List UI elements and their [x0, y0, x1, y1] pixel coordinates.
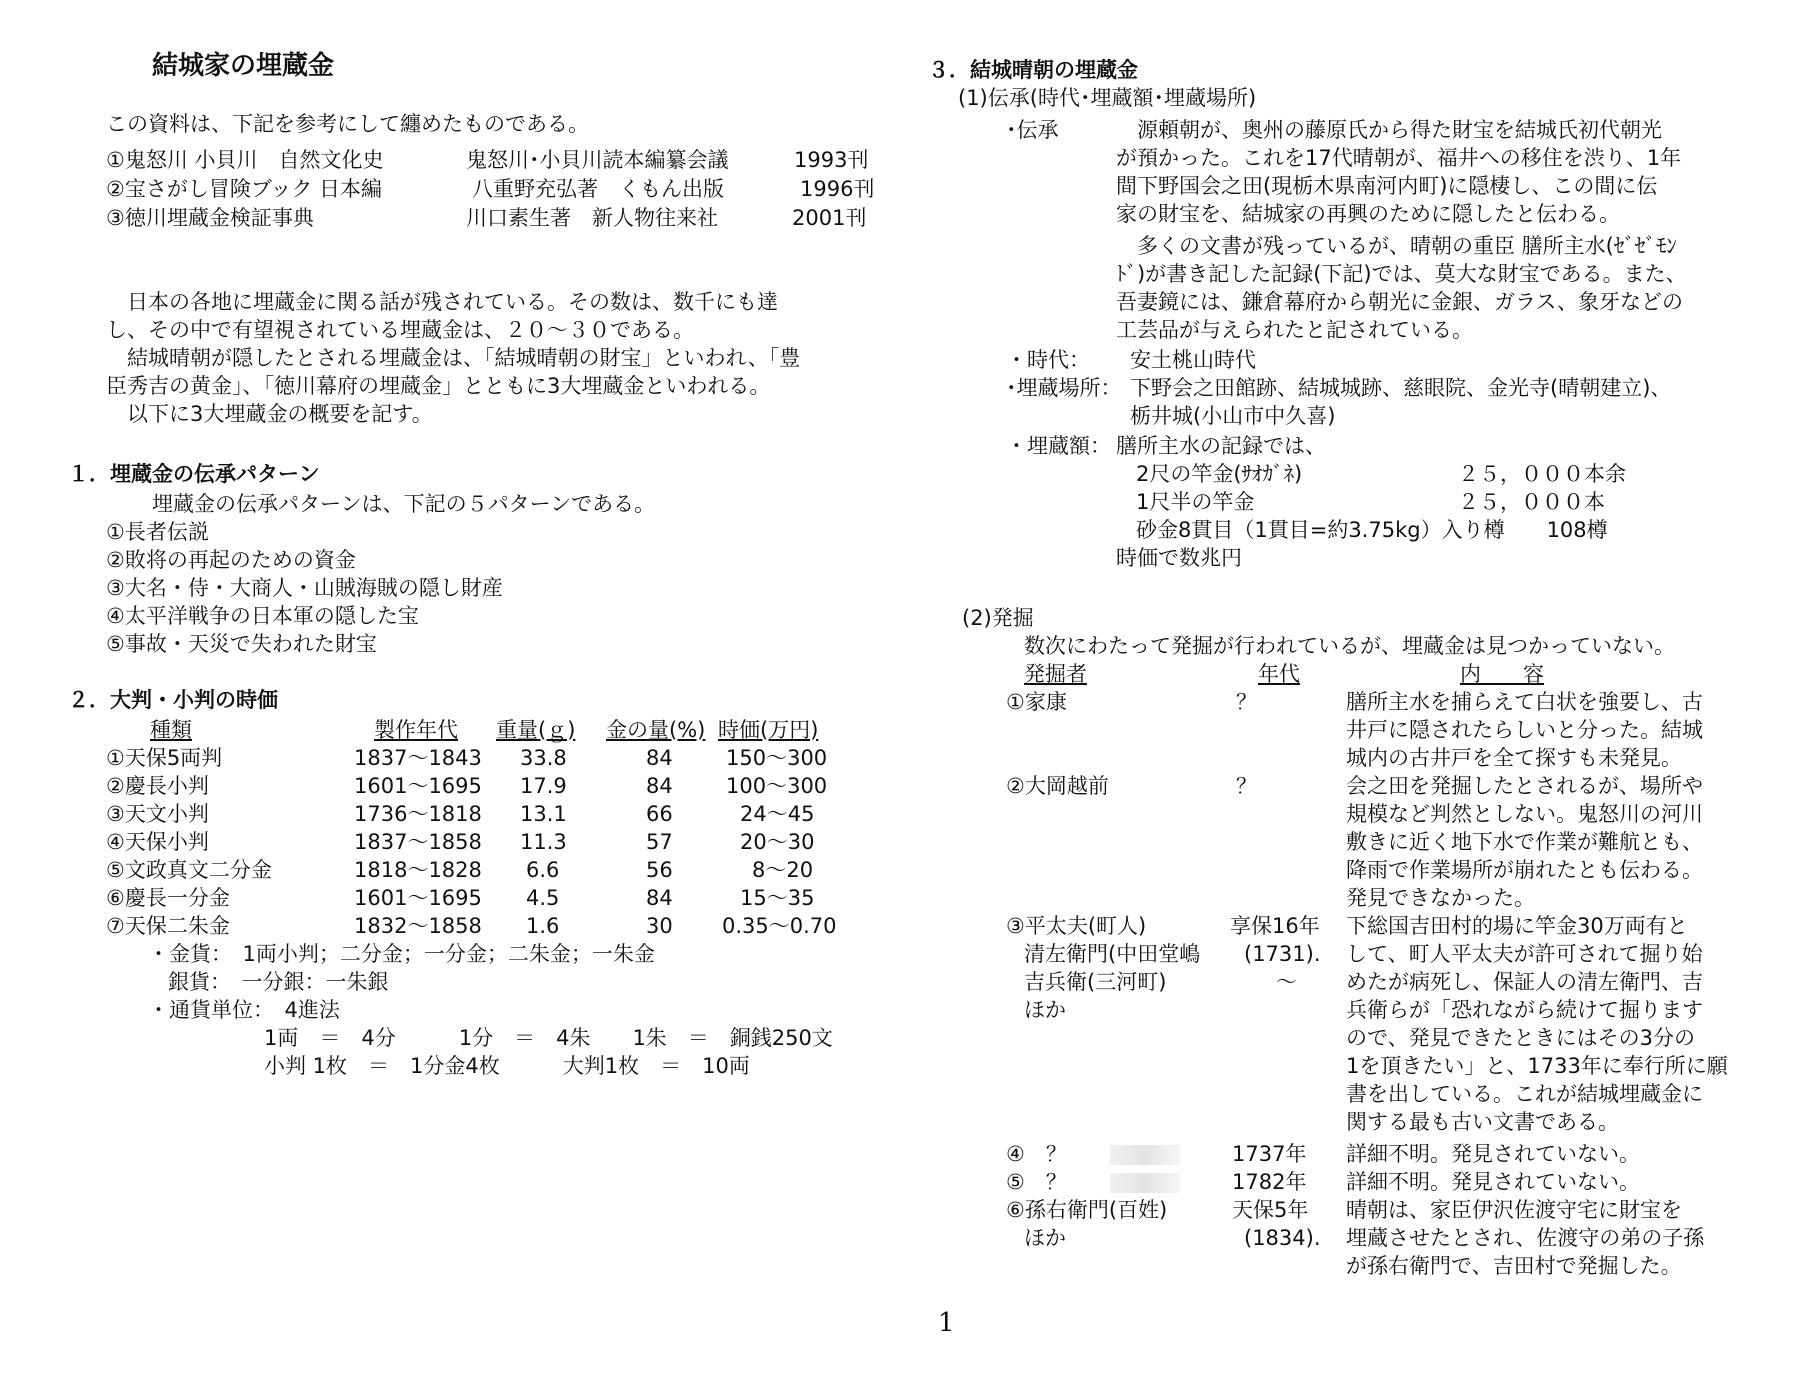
coin-value: 0.35～0.70 — [722, 914, 837, 938]
dig-header: 年代 — [1258, 662, 1300, 686]
coin-gold: 84 — [646, 886, 673, 910]
coin-weight: 11.3 — [520, 830, 567, 854]
dig-what: ので、発見できたときにはその3分の — [1346, 1026, 1695, 1050]
amount-item: 1尺半の竿金 — [1136, 490, 1255, 514]
pattern-item: ④太平洋戦争の日本軍の隠した宝 — [106, 604, 419, 628]
intro-line: 日本の各地に埋蔵金に関る話が残されている。その数は、数千にも達 — [106, 290, 778, 314]
dig-who: ほか — [1024, 998, 1066, 1022]
coin-gold: 84 — [646, 774, 673, 798]
era-label: ・時代： — [1006, 348, 1090, 372]
legend-line: 吾妻鏡には、鎌倉幕府から朝光に金銀、ガラス、象牙などの — [1116, 290, 1683, 314]
coin-value: 15～35 — [740, 886, 815, 910]
coin-name: ④天保小判 — [106, 830, 209, 854]
dig-header: 発掘者 — [1024, 662, 1087, 686]
dig-who: ⑥孫右衛門(百姓) — [1006, 1198, 1168, 1222]
coin-weight: 17.9 — [520, 774, 567, 798]
dig-what: 詳細不明。発見されていない。 — [1346, 1170, 1640, 1194]
dig-header: 内 容 — [1460, 662, 1544, 686]
coin-weight: 4.5 — [526, 886, 560, 910]
amount-intro: 膳所主水の記録では、 — [1116, 434, 1326, 458]
dig-when: 享保16年 — [1230, 914, 1320, 938]
table-header: 時価(万円) — [718, 718, 819, 742]
dig-what: 膳所主水を捕らえて白状を強要し、古 — [1346, 690, 1703, 714]
legend-label: ･伝承 — [1006, 118, 1059, 142]
dig-what: 詳細不明。発見されていない。 — [1346, 1142, 1640, 1166]
dig-what: めたが病死し、保証人の清左衛門、吉 — [1346, 970, 1703, 994]
gold-dust-line: 砂金8貫目（1貫目=約3.75kg）入り樽 108樽 — [1136, 518, 1608, 542]
legend-line: 間下野国会之田(現栃木県南河内町)に隠棲し、この間に伝 — [1116, 174, 1658, 198]
unit-line: 小判 1枚 ＝ 1分金4枚 大判1枚 ＝ 10両 — [264, 1054, 750, 1078]
coin-value: 8～20 — [752, 858, 814, 882]
dig-what: して、町人平太夫が許可されて掘り始 — [1346, 942, 1703, 966]
amount-label: ・埋蔵額： — [1006, 434, 1111, 458]
dig-what: が孫右衛門で、吉田村で発掘した。 — [1346, 1254, 1682, 1278]
amount-item: 2尺の竿金(ｻｵｶﾞﾈ) — [1136, 462, 1303, 486]
table-header: 金の量(%) — [606, 718, 706, 742]
legend-line: 工芸品が与えられたと記されている。 — [1116, 318, 1473, 342]
location-line: 栃井城(小山市中久喜) — [1130, 404, 1336, 428]
references-intro: この資料は、下記を参考にして纏めたものである。 — [106, 112, 589, 136]
reference-name: ③徳川埋蔵金検証事典 — [106, 206, 314, 230]
intro-line: し、その中で有望視されている埋蔵金は、２０～３０である。 — [106, 318, 694, 342]
dig-what: 兵衛らが「恐れながら続けて掘ります — [1346, 998, 1703, 1022]
dig-when: ？ — [1236, 690, 1257, 714]
note-line: ・通貨単位： 4進法 — [148, 998, 340, 1022]
reference-author: 八重野充弘著 くもん出版 — [472, 177, 724, 201]
dig-what: 発見できなかった。 — [1346, 886, 1535, 910]
dig-when: ？ — [1236, 774, 1257, 798]
note-line: 銀貨： 一分銀：一朱銀 — [168, 970, 389, 994]
pattern-item: ③大名・侍・大商人・山賊海賊の隠し財産 — [106, 576, 503, 600]
location-label: ･埋蔵場所： — [1006, 376, 1122, 400]
coin-weight: 1.6 — [526, 914, 560, 938]
dig-what: 降雨で作業場所が崩れたとも伝わる。 — [1346, 858, 1703, 882]
excavation-intro: 数次にわたって発掘が行われているが、埋蔵金は見つかっていない。 — [1024, 634, 1675, 658]
legend-line: 家の財宝を、結城家の再興のために隠したと伝わる。 — [1116, 202, 1620, 226]
current-value-line: 時価で数兆円 — [1116, 546, 1242, 570]
section-2-heading: ２．大判・小判の時価 — [68, 688, 278, 712]
amount-count: ２５，０００本余 — [1458, 462, 1626, 486]
pattern-item: ②敗将の再起のための資金 — [106, 548, 356, 572]
dig-when: ～ — [1276, 970, 1297, 994]
coin-period: 1601～1695 — [354, 774, 482, 798]
coin-period: 1832～1858 — [354, 914, 482, 938]
intro-line: 以下に3大埋蔵金の概要を記す。 — [106, 402, 433, 426]
coin-value: 150～300 — [726, 746, 828, 770]
coin-value: 24～45 — [740, 802, 815, 826]
table-header: 重量(ｇ) — [496, 718, 576, 742]
era-value: 安土桃山時代 — [1130, 348, 1256, 372]
dig-who: ほか — [1024, 1226, 1066, 1250]
dig-who: ②大岡越前 — [1006, 774, 1109, 798]
coin-name: ②慶長小判 — [106, 774, 209, 798]
coin-weight: 13.1 — [520, 802, 567, 826]
dig-who: ④ ？ — [1006, 1142, 1067, 1166]
dig-what: 敷きに近く地下水で作業が難航とも、 — [1346, 830, 1703, 854]
coin-period: 1837～1843 — [354, 746, 482, 770]
dig-who: 吉兵衛(三河町) — [1024, 970, 1167, 994]
coin-value: 20～30 — [740, 830, 815, 854]
dig-when: 1782年 — [1232, 1170, 1307, 1194]
legend-line: ﾄﾞ)が書き記した記録(下記)では、莫大な財宝である。また、 — [1116, 262, 1687, 286]
coin-period: 1837～1858 — [354, 830, 482, 854]
note-line: ・金貨： 1両小判；二分金；一分金；二朱金；一朱金 — [148, 942, 655, 966]
intro-line: 結城晴朝が隠したとされる埋蔵金は、「結城晴朝の財宝」といわれ、「豊 — [106, 346, 801, 370]
dig-when: (1731). — [1244, 942, 1321, 966]
reference-name: ②宝さがし冒険ブック 日本編 — [106, 177, 383, 201]
coin-period: 1736～1818 — [354, 802, 482, 826]
dig-what: 下総国吉田村的場に竿金30万両有と — [1346, 914, 1688, 938]
dig-what: 関する最も古い文書である。 — [1346, 1110, 1619, 1134]
section-1-heading: １．埋蔵金の伝承パターン — [68, 462, 320, 486]
dig-what: 井戸に隠されたらしいと分った。結城 — [1346, 718, 1703, 742]
dig-who: ⑤ ？ — [1006, 1170, 1067, 1194]
dig-what: 晴朝は、家臣伊沢佐渡守宅に財宝を — [1346, 1198, 1682, 1222]
page-number: 1 — [938, 1308, 955, 1338]
coin-period: 1818～1828 — [354, 858, 482, 882]
reference-author: 川口素生著 新人物往来社 — [466, 206, 718, 230]
dig-what: 規模など判然としない。鬼怒川の河川 — [1346, 802, 1703, 826]
blurred-text — [1110, 1145, 1180, 1165]
dig-who: ③平太夫(町人) — [1006, 914, 1147, 938]
legend-line: 多くの文書が残っているが、晴朝の重臣 膳所主水(ｾﾞｾﾞﾓﾝ — [1116, 234, 1677, 258]
dig-what: 城内の古井戸を全て探すも未発見。 — [1346, 746, 1682, 770]
reference-author: 鬼怒川･小貝川読本編纂会議 — [466, 148, 729, 172]
table-header: 製作年代 — [374, 718, 458, 742]
coin-period: 1601～1695 — [354, 886, 482, 910]
coin-name: ③天文小判 — [106, 802, 209, 826]
coin-gold: 84 — [646, 746, 673, 770]
coin-gold: 57 — [646, 830, 673, 854]
dig-who: 清左衛門(中田堂嶋 — [1024, 942, 1201, 966]
amount-count: ２５，０００本 — [1458, 490, 1605, 514]
dig-when: (1834). — [1244, 1226, 1321, 1250]
section-3-heading: ３．結城晴朝の埋蔵金 — [928, 58, 1138, 82]
blurred-text — [1110, 1173, 1180, 1193]
dig-when: 天保5年 — [1232, 1198, 1309, 1222]
reference-year: 2001刊 — [792, 206, 867, 230]
intro-line: 臣秀吉の黄金」、「徳川幕府の埋蔵金」とともに3大埋蔵金といわれる。 — [106, 374, 771, 398]
subsection-1-heading: (1)伝承(時代･埋蔵額･埋蔵場所) — [958, 86, 1257, 110]
reference-year: 1996刊 — [800, 177, 875, 201]
coin-name: ⑥慶長一分金 — [106, 886, 230, 910]
legend-line: 源頼朝が、奥州の藤原氏から得た財宝を結城氏初代朝光 — [1116, 118, 1662, 142]
reference-name: ①鬼怒川 小貝川 自然文化史 — [106, 148, 384, 172]
document-title: 結城家の埋蔵金 — [152, 51, 335, 81]
dig-what: 書を出している。これが結城埋蔵金に — [1346, 1082, 1703, 1106]
coin-weight: 33.8 — [520, 746, 567, 770]
coin-gold: 66 — [646, 802, 673, 826]
location-line: 下野会之田館跡、結城城跡、慈眼院、金光寺(晴朝建立)、 — [1130, 376, 1672, 400]
legend-line: が預かった。これを17代晴朝が、福井への移住を渋り、1年 — [1116, 146, 1682, 170]
coin-name: ⑦天保二朱金 — [106, 914, 230, 938]
table-header: 種類 — [150, 718, 192, 742]
pattern-item: ①長者伝説 — [106, 520, 209, 544]
dig-when: 1737年 — [1232, 1142, 1307, 1166]
coin-gold: 30 — [646, 914, 673, 938]
subsection-2-heading: (2)発掘 — [962, 606, 1034, 630]
coin-value: 100～300 — [726, 774, 828, 798]
pattern-item: ⑤事故・天災で失われた財宝 — [106, 632, 377, 656]
reference-year: 1993刊 — [794, 148, 869, 172]
section-1-intro: 埋蔵金の伝承パターンは、下記の５パターンである。 — [152, 492, 656, 516]
dig-who: ①家康 — [1006, 690, 1067, 714]
coin-gold: 56 — [646, 858, 673, 882]
dig-what: 1を頂きたい」と、1733年に奉行所に願 — [1346, 1054, 1728, 1078]
unit-line: 1両 ＝ 4分 1分 ＝ 4朱 1朱 ＝ 銅銭250文 — [264, 1026, 833, 1050]
dig-what: 会之田を発掘したとされるが、場所や — [1346, 774, 1703, 798]
coin-weight: 6.6 — [526, 858, 560, 882]
coin-name: ⑤文政真文二分金 — [106, 858, 272, 882]
coin-name: ①天保5両判 — [106, 746, 223, 770]
dig-what: 埋蔵させたとされ、佐渡守の弟の子孫 — [1346, 1226, 1705, 1250]
